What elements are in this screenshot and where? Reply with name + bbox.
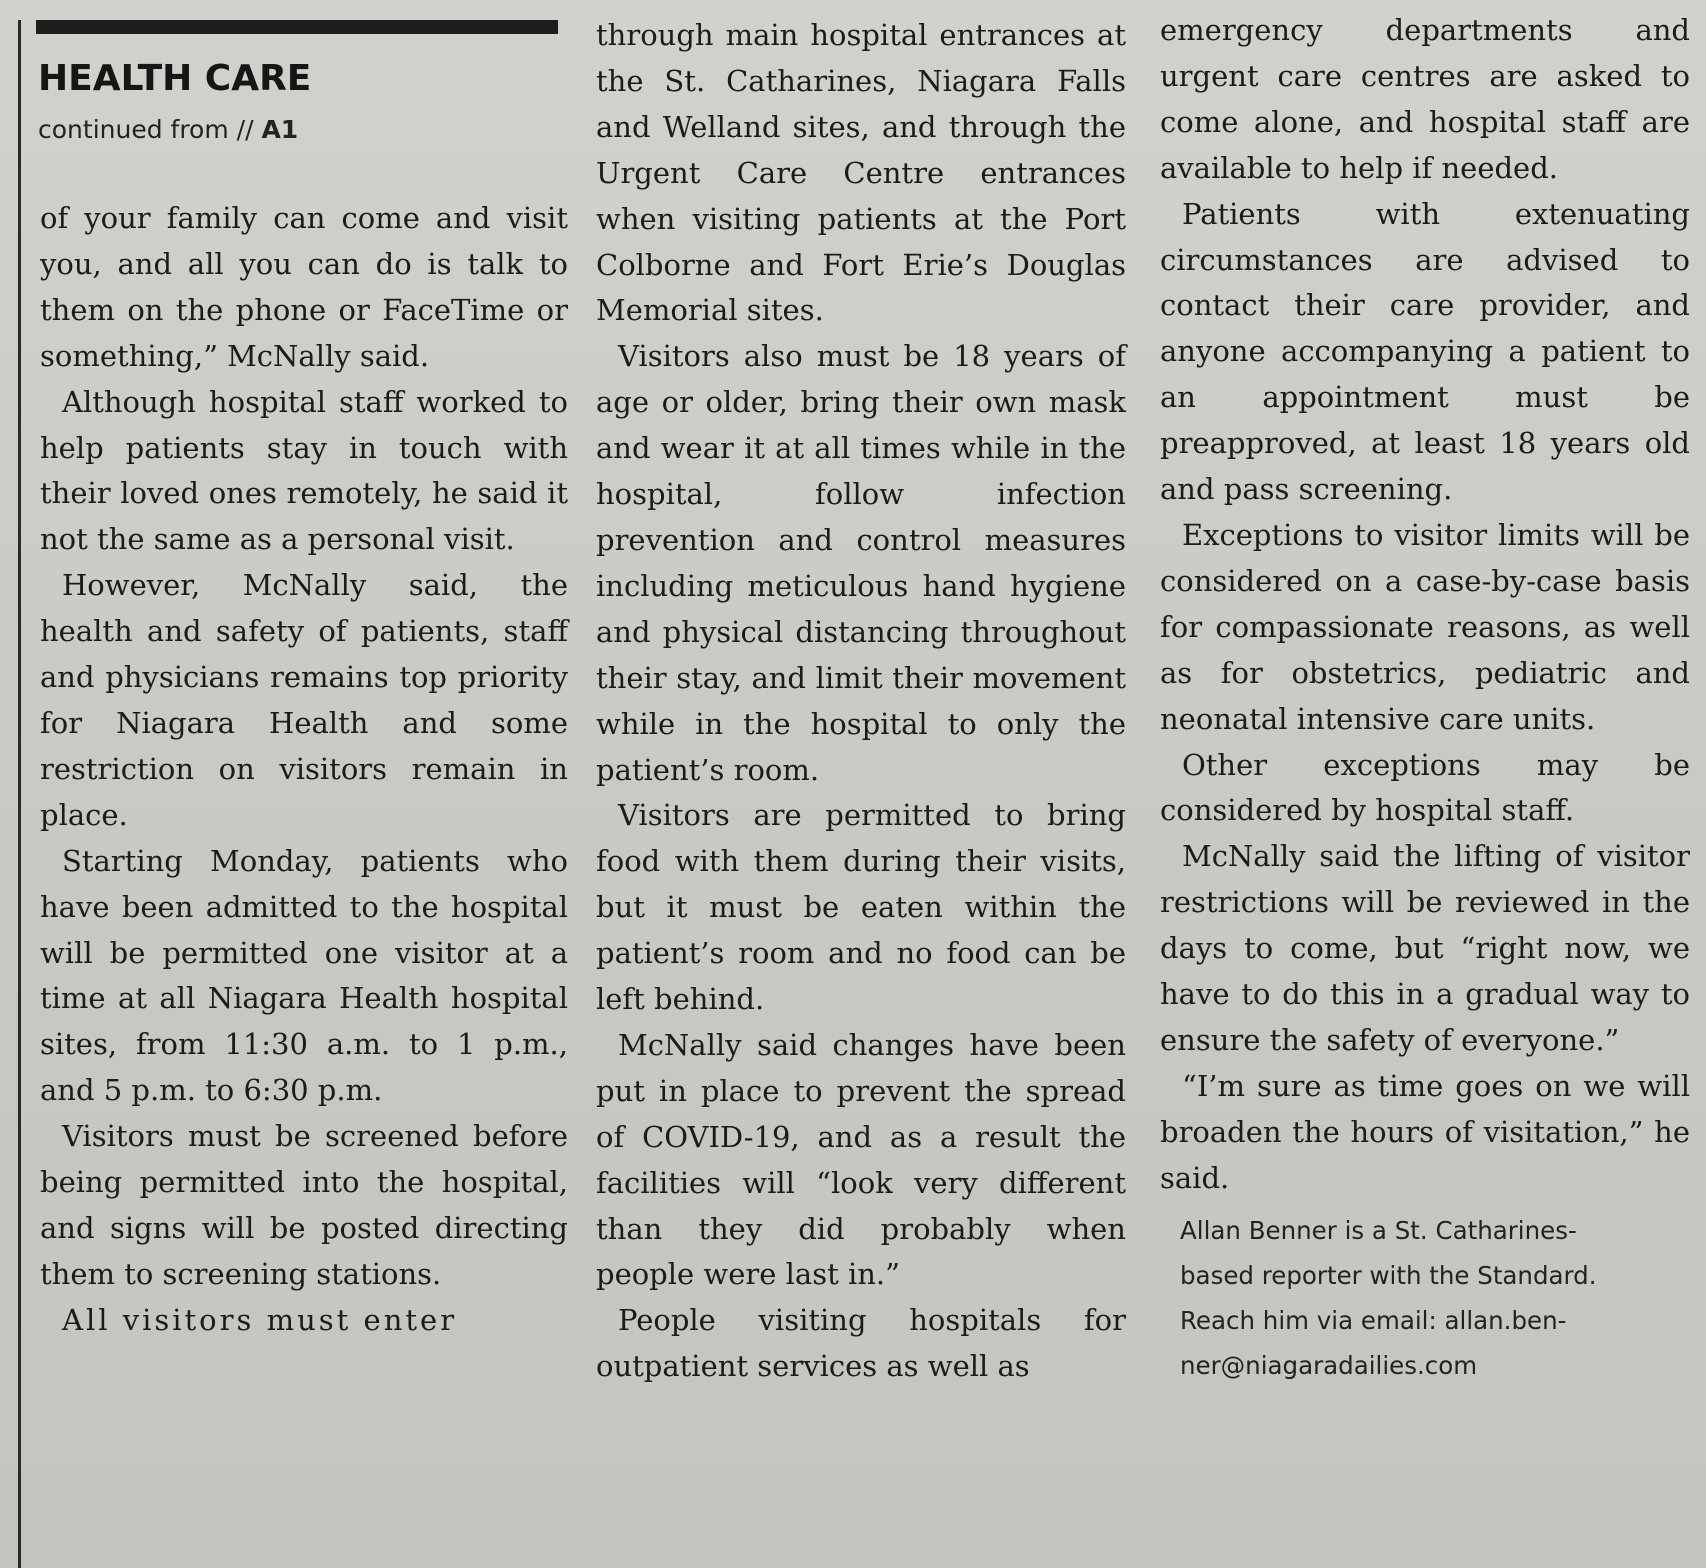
paragraph: Starting Monday, patients who have been admitted to the hospital will be permitted one visitor at a time at all Niagara Health hospital sites, from 11:30 a.m. to 1 p.m., and 5 p.m. to 6:30 p.m. — [40, 843, 568, 1108]
paragraph: emergency departments and urgent care centres are asked to come alone, and hospital staff are available to help if needed. — [1160, 13, 1690, 185]
paragraph: All visitors must enter — [62, 1302, 458, 1337]
paragraph: Visitors are permitted to bring food with them during their visits, but it must be eaten within the patient’s room and no food can be left behind. — [596, 798, 1126, 1017]
paragraph: Although hospital staff worked to help patients stay in touch with their loved ones remotely, he said it not the same as a personal visit. — [40, 384, 568, 557]
paragraph: “I’m sure as time goes on we will broaden the hours of visitation,” he said. — [1160, 1068, 1690, 1195]
column-rule — [18, 20, 21, 1568]
author-bio — [1160, 1208, 1690, 1388]
paragraph: through main hospital entrances at the St. Catharines, Niagara Falls and Welland sites, and through the Urgent Care Centre entrances when visiting patients at the Port Colborne and Fort Erie’s Douglas Memorial sites. — [596, 18, 1126, 328]
paragraph: McNally said changes have been put in place to prevent the spread of COVID-19, and as a result the facilities will “look very different than they did probably when people were last in.” — [596, 1027, 1126, 1292]
continued-label: continued from // — [38, 115, 254, 144]
paragraph: McNally said the lifting of visitor restrictions will be reviewed in the days to come, but “right now, we have to do this in a gradual way to ensure the safety of everyone.” — [1160, 839, 1690, 1057]
paragraph: of your family can come and visit you, and all you can do is talk to them on the phone or FaceTime or something,” McNally said. — [40, 201, 568, 373]
article-column-1 — [40, 196, 568, 1344]
continued-page: A1 — [261, 115, 299, 144]
bio-line: based reporter with the Standard. — [1180, 1260, 1597, 1290]
section-kicker: HEALTH CARE — [38, 58, 312, 99]
article-column-2 — [596, 13, 1126, 1390]
article-column-3 — [1160, 8, 1690, 1388]
bio-line: Reach him via email: allan.ben- — [1180, 1305, 1567, 1335]
paragraph: Patients with extenuating circumstances are advised to contact their care provider, and anyone accompanying a patient to an appointment must be preapproved, at least 18 years old and pass screening. — [1160, 196, 1690, 507]
paragraph: However, McNally said, the health and safety of patients, staff and physicians remains top priority for Niagara Health and some restriction on visitors remain in place. — [40, 568, 568, 832]
paragraph: People visiting hospitals for outpatient services as well as — [596, 1303, 1126, 1384]
paragraph: Visitors must be screened before being permitted into the hospital, and signs will be posted directing them to screening stations. — [40, 1119, 568, 1291]
bio-line: Allan Benner is a St. Catharines- — [1180, 1215, 1577, 1245]
paragraph: Exceptions to visitor limits will be considered on a case-by-case basis for compassionate reasons, as well as for obstetrics, pediatric and neonatal intensive care units. — [1160, 517, 1690, 736]
bio-line: ner@niagaradailies.com — [1180, 1350, 1478, 1380]
paragraph: Visitors also must be 18 years of age or older, bring their own mask and wear it at all times while in the hospital, follow infection prevention and control measures including meticulous hand hygiene and physical distancing throughout their stay, and limit their movement while in the hospital to only the patient’s room. — [596, 339, 1126, 787]
paragraph: Other exceptions may be considered by hospital staff. — [1160, 747, 1690, 828]
continued-from — [38, 115, 298, 144]
section-bar — [36, 20, 558, 34]
